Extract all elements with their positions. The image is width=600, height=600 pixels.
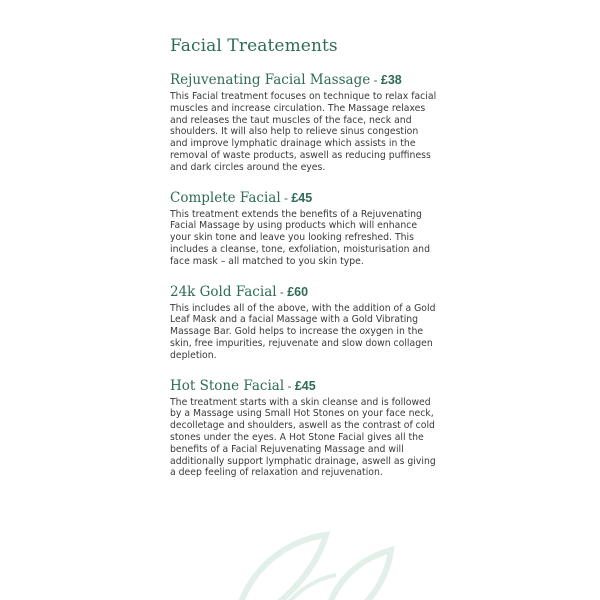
page-title: Facial Treatements <box>170 36 338 56</box>
treatment-menu-panel <box>146 0 454 600</box>
treatment-price: £45 <box>294 378 316 393</box>
treatment-item <box>170 72 438 174</box>
treatment-name: Rejuvenating Facial Massage <box>170 72 371 88</box>
treatment-name: Hot Stone Facial <box>170 377 285 394</box>
treatment-description: This treatment extends the benefits of a Rejuvenating Facial Massage by using products which will enhance your skin tone and leave you looking refreshed. This includes a cleanse, tone, exfoliation, moisturisation and face mask – all matched to you skin type. <box>170 208 430 267</box>
treatment-price: £60 <box>287 284 309 299</box>
treatment-heading <box>170 378 438 394</box>
treatment-item <box>170 190 438 268</box>
treatment-item <box>170 284 438 362</box>
treatment-heading <box>170 190 438 206</box>
treatment-separator: - <box>370 73 381 87</box>
treatment-separator: - <box>280 190 292 205</box>
treatment-content <box>170 36 438 495</box>
treatment-description: The treatment starts with a skin cleanse and is followed by a Massage using Small Hot Stones on your face neck, decolletage and shoulders, aswell as the contrast of cold stones under the eyes. A Hot Stone Facial gives all the benefits of a Facial Rejuvenating Massage and will additionally support lymphatic drainage, aswell as giving a deep feeling of relaxation and rejuvenation. <box>170 396 436 479</box>
treatment-item <box>170 378 438 480</box>
right-margin <box>454 0 600 600</box>
left-margin <box>0 0 146 600</box>
treatment-price: £38 <box>380 73 402 87</box>
treatment-heading <box>170 72 438 88</box>
treatment-description: This includes all of the above, with the addition of a Gold Leaf Mask and a facial Massage with a Gold Vibrating Massage Bar. Gold helps to increase the oxygen in the skin, free impurities, rejuvenate and slow down collagen depletion. <box>170 302 436 361</box>
treatment-separator: - <box>284 378 295 393</box>
treatment-price: £45 <box>291 190 313 205</box>
leaf-watermark-icon <box>216 500 416 600</box>
treatment-heading <box>170 284 438 300</box>
treatment-name: Complete Facial <box>170 189 281 206</box>
treatment-name: 24k Gold Facial <box>170 283 277 300</box>
treatment-separator: - <box>276 284 288 299</box>
treatment-description: This Facial treatment focuses on technique to relax facial muscles and increase circulation. The Massage relaxes and releases the taut muscles of the face, neck and shoulders. It will also help to relieve sinus congestion and improve lymphatic drainage which assists in the removal of waste products, aswell as reducing puffiness and dark circles around the eyes. <box>170 91 437 173</box>
